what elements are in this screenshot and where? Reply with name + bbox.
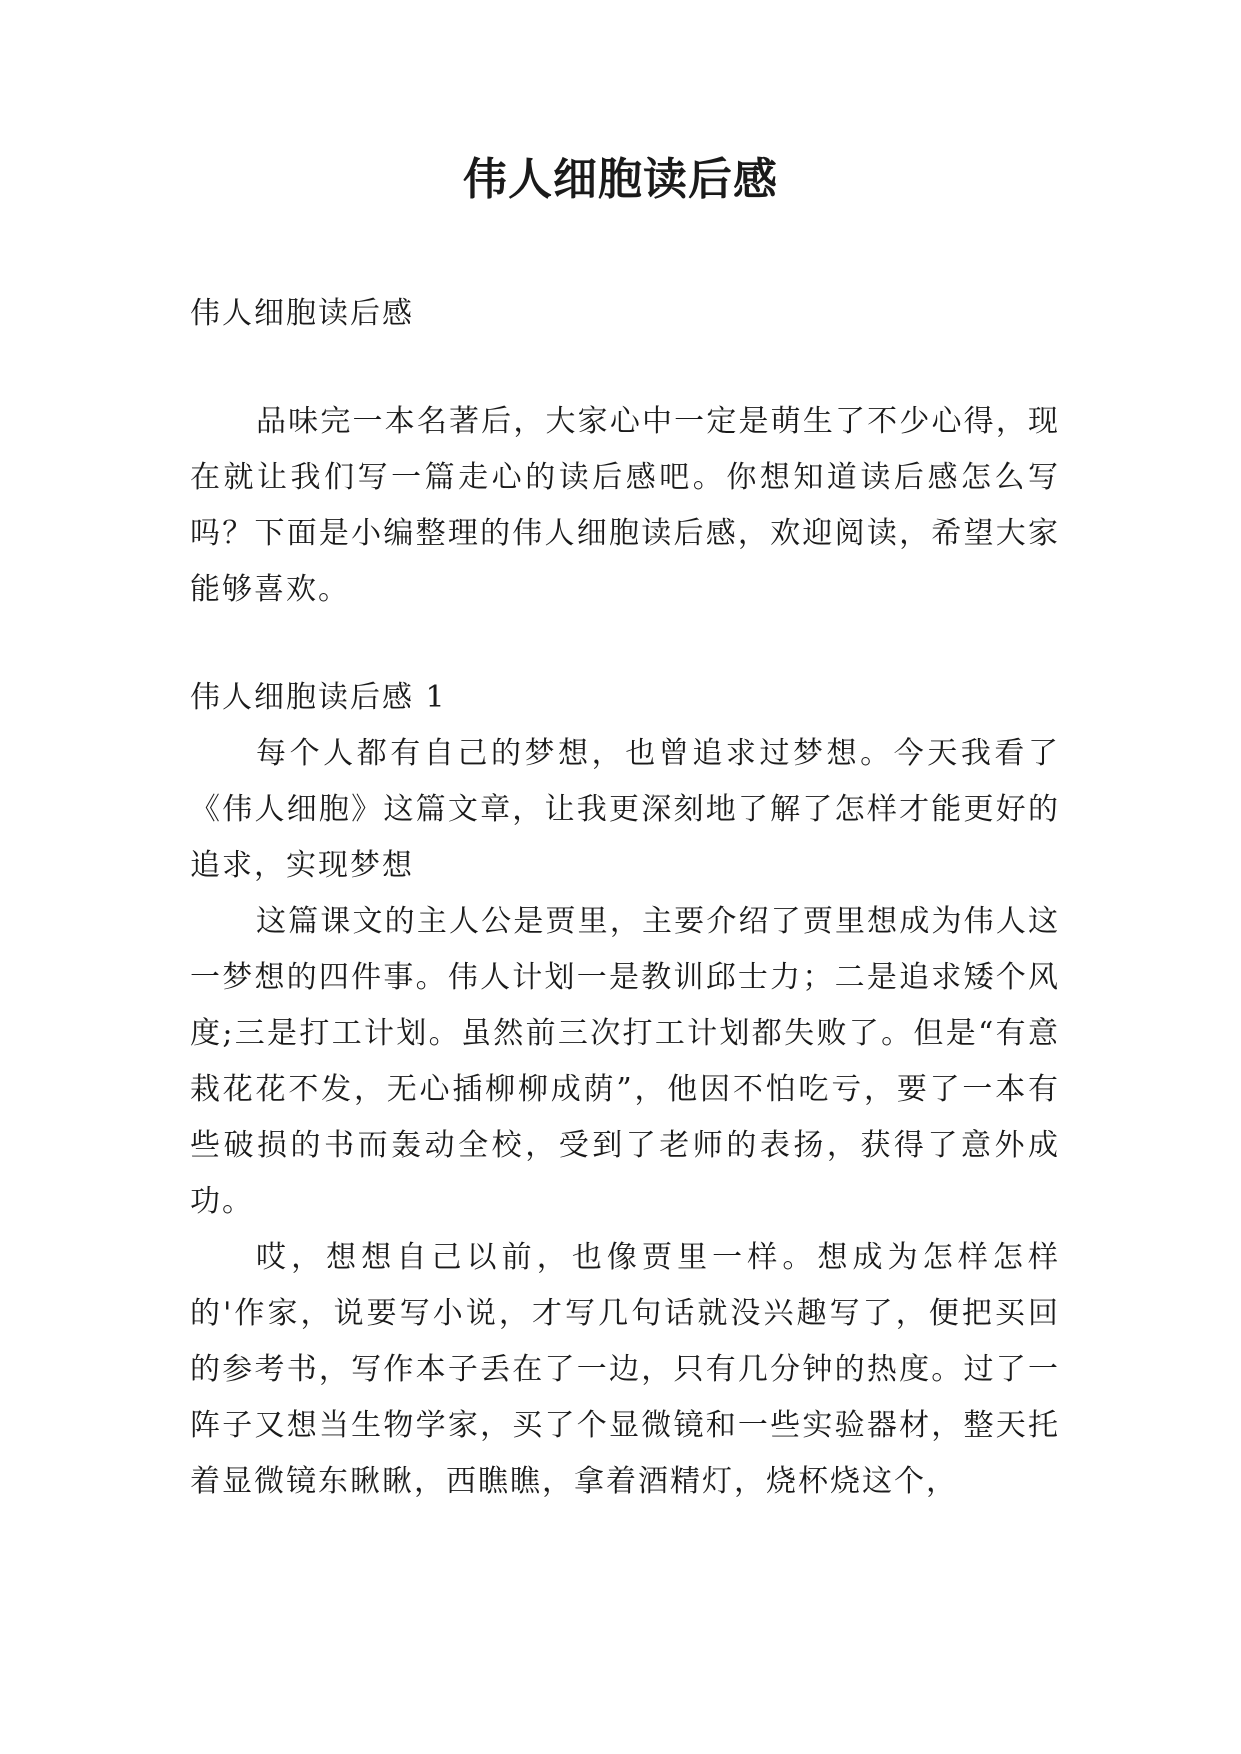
- body-paragraph: 每个人都有自己的梦想，也曾追求过梦想。今天我看了《伟人细胞》这篇文章，让我更深刻地了解了怎样才能更好的追求，实现梦想: [190, 736, 1060, 883]
- document-title: 伟人细胞读后感: [463, 154, 778, 205]
- document-subtitle: 伟人细胞读后感: [190, 296, 414, 331]
- document-body: [190, 286, 1060, 1510]
- body-paragraph: 哎，想想自己以前，也像贾里一样。想成为怎样怎样的'作家，说要写小说，才写几句话就没兴趣写了，便把买回的参考书，写作本子丢在了一边，只有几分钟的热度。过了一阵子又想当生物学家，买了个显微镜和一些实验器材，整天托着显微镜东瞅瞅，西瞧瞧，拿着酒精灯，烧杯烧这个，: [190, 1240, 1060, 1499]
- body-paragraph: 这篇课文的主人公是贾里，主要介绍了贾里想成为伟人这一梦想的四件事。伟人计划一是教训邱士力；二是追求矮个风度;三是打工计划。虽然前三次打工计划都失败了。但是“有意栽花花不发，无心插柳柳成荫”，他因不怕吃亏，要了一本有些破损的书而轰动全校，受到了老师的表扬，获得了意外成功。: [190, 904, 1060, 1219]
- section-heading: 伟人细胞读后感 1: [190, 680, 447, 715]
- spacer: [190, 342, 1060, 394]
- intro-paragraph: 品味完一本名著后，大家心中一定是萌生了不少心得，现在就让我们写一篇走心的读后感吧。你想知道读后感怎么写吗？下面是小编整理的伟人细胞读后感，欢迎阅读，希望大家能够喜欢。: [190, 404, 1060, 607]
- spacer: [190, 618, 1060, 670]
